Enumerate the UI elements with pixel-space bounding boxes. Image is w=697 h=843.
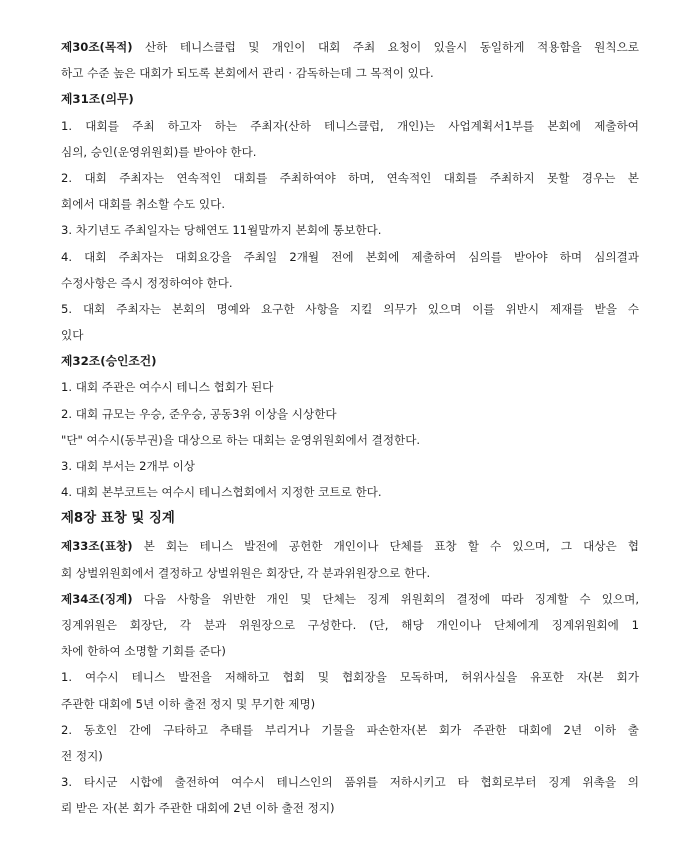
article-31-item-4-line-2: 수정사항은 즉시 정정하여야 한다.	[61, 275, 233, 290]
article-34-line-2: 징계위원은 회장단, 각 분과 위원장으로 구성한다. (단, 해당 개인이나 단체에게 징계위원회에 1	[61, 617, 639, 632]
article-34-item-1-line-1: 1. 여수시 테니스 발전을 저해하고 협회 및 협회장을 모독하며, 허위사실을 유포한 자(본 회가	[61, 670, 639, 685]
article-31-item-1-line-1: 1. 대회를 주최 하고자 하는 주최자(산하 테니스클럽, 개인)는 사업계획서1부를 본회에 제출하여	[61, 118, 639, 133]
article-32-item-2-note: "단" 여수시(동부권)을 대상으로 하는 대회는 운영위원회에서 결정한다.	[61, 432, 421, 447]
article-34-item-2-line-2: 전 정지)	[61, 748, 103, 763]
article-31-item-2-line-2: 회에서 대회를 취소할 수도 있다.	[61, 197, 226, 212]
article-34-line-3: 차에 한하여 소명할 기회를 준다)	[61, 644, 226, 659]
article-32-item-1: 1. 대회 주관은 여수시 테니스 협회가 된다	[61, 380, 274, 395]
article-33-text: 본 회는 테니스 발전에 공헌한 개인이나 단체를 표창 할 수 있으며, 그 대상은 협	[132, 539, 639, 554]
article-33-line-1	[61, 533, 639, 559]
article-30-line-1	[61, 34, 639, 60]
article-33-line-2: 회 상벌위원회에서 결정하고 상벌위원은 회장단, 각 분과위원장으로 한다.	[61, 565, 431, 580]
article-31-title: 제31조(의무)	[61, 92, 134, 107]
article-32-item-2: 2. 대회 규모는 우승, 준우승, 공동3위 이상을 시상한다	[61, 406, 337, 421]
article-31-item-3: 3. 차기년도 주최일자는 당해연도 11월말까지 본회에 통보한다.	[61, 223, 382, 238]
article-30-line-2: 하고 수준 높은 대회가 되도록 본회에서 관리 · 감독하는데 그 목적이 있다.	[61, 66, 434, 81]
article-30-title: 제30조(목적)	[61, 40, 133, 54]
article-34-line-1	[61, 586, 639, 612]
article-34-item-2-line-1: 2. 동호인 간에 구타하고 추태를 부리거나 기물을 파손한자(본 회가 주관한 대회에 2년 이하 출	[61, 722, 639, 737]
article-31-item-4-line-1: 4. 대회 주최자는 대회요강을 주최일 2개월 전에 본회에 제출하여 심의를 받아야 하며 심의결과	[61, 249, 639, 264]
article-32-item-3: 3. 대회 부서는 2개부 이상	[61, 459, 195, 473]
article-34-text: 다음 사항을 위반한 개인 및 단체는 징계 위원회의 결정에 따라 징계할 수 있으며,	[132, 591, 639, 606]
regulation-document	[61, 34, 639, 821]
article-31-item-5-line-1: 5. 대회 주최자는 본회의 명예와 요구한 사항을 지킬 의무가 있으며 이를 위반시 제재를 받을 수	[61, 301, 639, 316]
article-34-item-3-line-2: 뢰 받은 자(본 회가 주관한 대회에 2년 이하 출전 정지)	[61, 801, 335, 816]
article-34-item-1-line-2: 주관한 대회에 5년 이하 출전 정지 및 무기한 제명)	[61, 696, 316, 711]
article-31-item-5-line-2: 있다	[61, 328, 84, 343]
article-31-item-1-line-2: 심의, 승인(운영위원회)를 받아야 한다.	[61, 144, 257, 159]
article-34-title: 제34조(징계)	[61, 591, 133, 606]
article-30-text: 산하 테니스클럽 및 개인이 대회 주최 요청이 있을시 동일하게 적용함을 원칙으로	[132, 40, 639, 54]
article-32-title: 제32조(승인조건)	[61, 354, 157, 369]
article-32-item-4: 4. 대회 본부코트는 여수시 테니스협회에서 지정한 코트로 한다.	[61, 485, 382, 500]
article-33-title: 제33조(표창)	[61, 539, 133, 554]
chapter-8-heading: 제8장 표창 및 징계	[61, 511, 175, 527]
article-34-item-3-line-1: 3. 타시군 시합에 출전하여 여수시 테니스인의 품위를 저하시키고 타 협회로부터 징계 위촉을 의	[61, 775, 639, 790]
article-31-item-2-line-1: 2. 대회 주최자는 연속적인 대회를 주최하여야 하며, 연속적인 대회를 주최하지 못할 경우는 본	[61, 170, 639, 185]
